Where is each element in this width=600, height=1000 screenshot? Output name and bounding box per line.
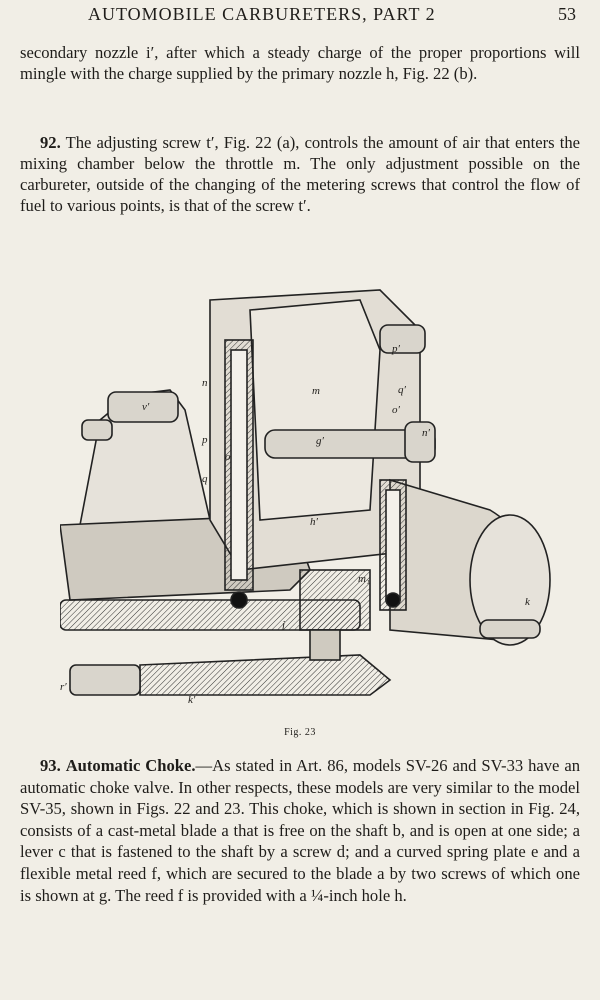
label-p-prime: p′ [392, 343, 400, 355]
paragraph-heading: Automatic Choke. [65, 756, 196, 775]
running-title: AUTOMOBILE CARBURETERS, PART 2 [88, 4, 436, 24]
paragraph-text: —As stated in Art. 86, models SV-26 and SV-33 have an automatic choke valve. In other respects, these models are very similar to the model SV-35, shown in Figs. 22 and 23. This choke, which is shown in section in Fig. 24, consists of a cast-metal blade a that is free on the shaft b, and is open at one side; a lever c that is fastened to the shaft by a screw d; and a curved spring plate e and a flexible metal reed f, which are secured to the blade a by two screws of which one is shown at g. The reed f is provided with a ¼-inch hole h. [20, 756, 580, 905]
carbureter-drawing [60, 270, 560, 720]
paragraph-number: 93. [40, 756, 61, 775]
paragraph-93 [20, 755, 580, 906]
label-j: j [282, 619, 286, 631]
label-o-prime: o′ [392, 404, 400, 416]
label-o: o [225, 451, 231, 463]
label-q: q [202, 473, 208, 485]
page-number: 53 [558, 4, 576, 24]
paragraph-continued [20, 42, 580, 84]
label-v: v′ [142, 401, 150, 413]
label-g: g′ [316, 435, 324, 447]
label-r: r′ [60, 681, 67, 693]
label-k: k [525, 596, 530, 608]
running-head [0, 0, 600, 34]
label-m: m [312, 385, 320, 397]
label-m1: m₁ [358, 573, 370, 585]
label-n-prime: n′ [422, 427, 430, 439]
paragraph-number: 92. [40, 133, 61, 152]
paragraph-text: secondary nozzle i′, after which a steady charge of the proper proportions will mingle with the charge supplied by the primary nozzle h, Fig. 22 (b). [20, 43, 580, 83]
paragraph-text: The adjusting screw t′, Fig. 22 (a), controls the amount of air that enters the mixing chamber below the throttle m. The only adjustment possible on the carbureter, outside of the changing of the metering screws that control the flow of fuel to various points, is that of the screw t′. [20, 133, 580, 215]
carbureter-illustration [60, 270, 560, 720]
figure-caption: Fig. 23 [284, 727, 316, 738]
label-p: p [202, 434, 208, 446]
paragraph-92 [20, 132, 580, 216]
label-n: n [202, 377, 208, 389]
label-q-prime: q′ [398, 384, 406, 396]
label-h: h′ [310, 516, 318, 528]
label-k-prime: k′ [188, 694, 196, 706]
